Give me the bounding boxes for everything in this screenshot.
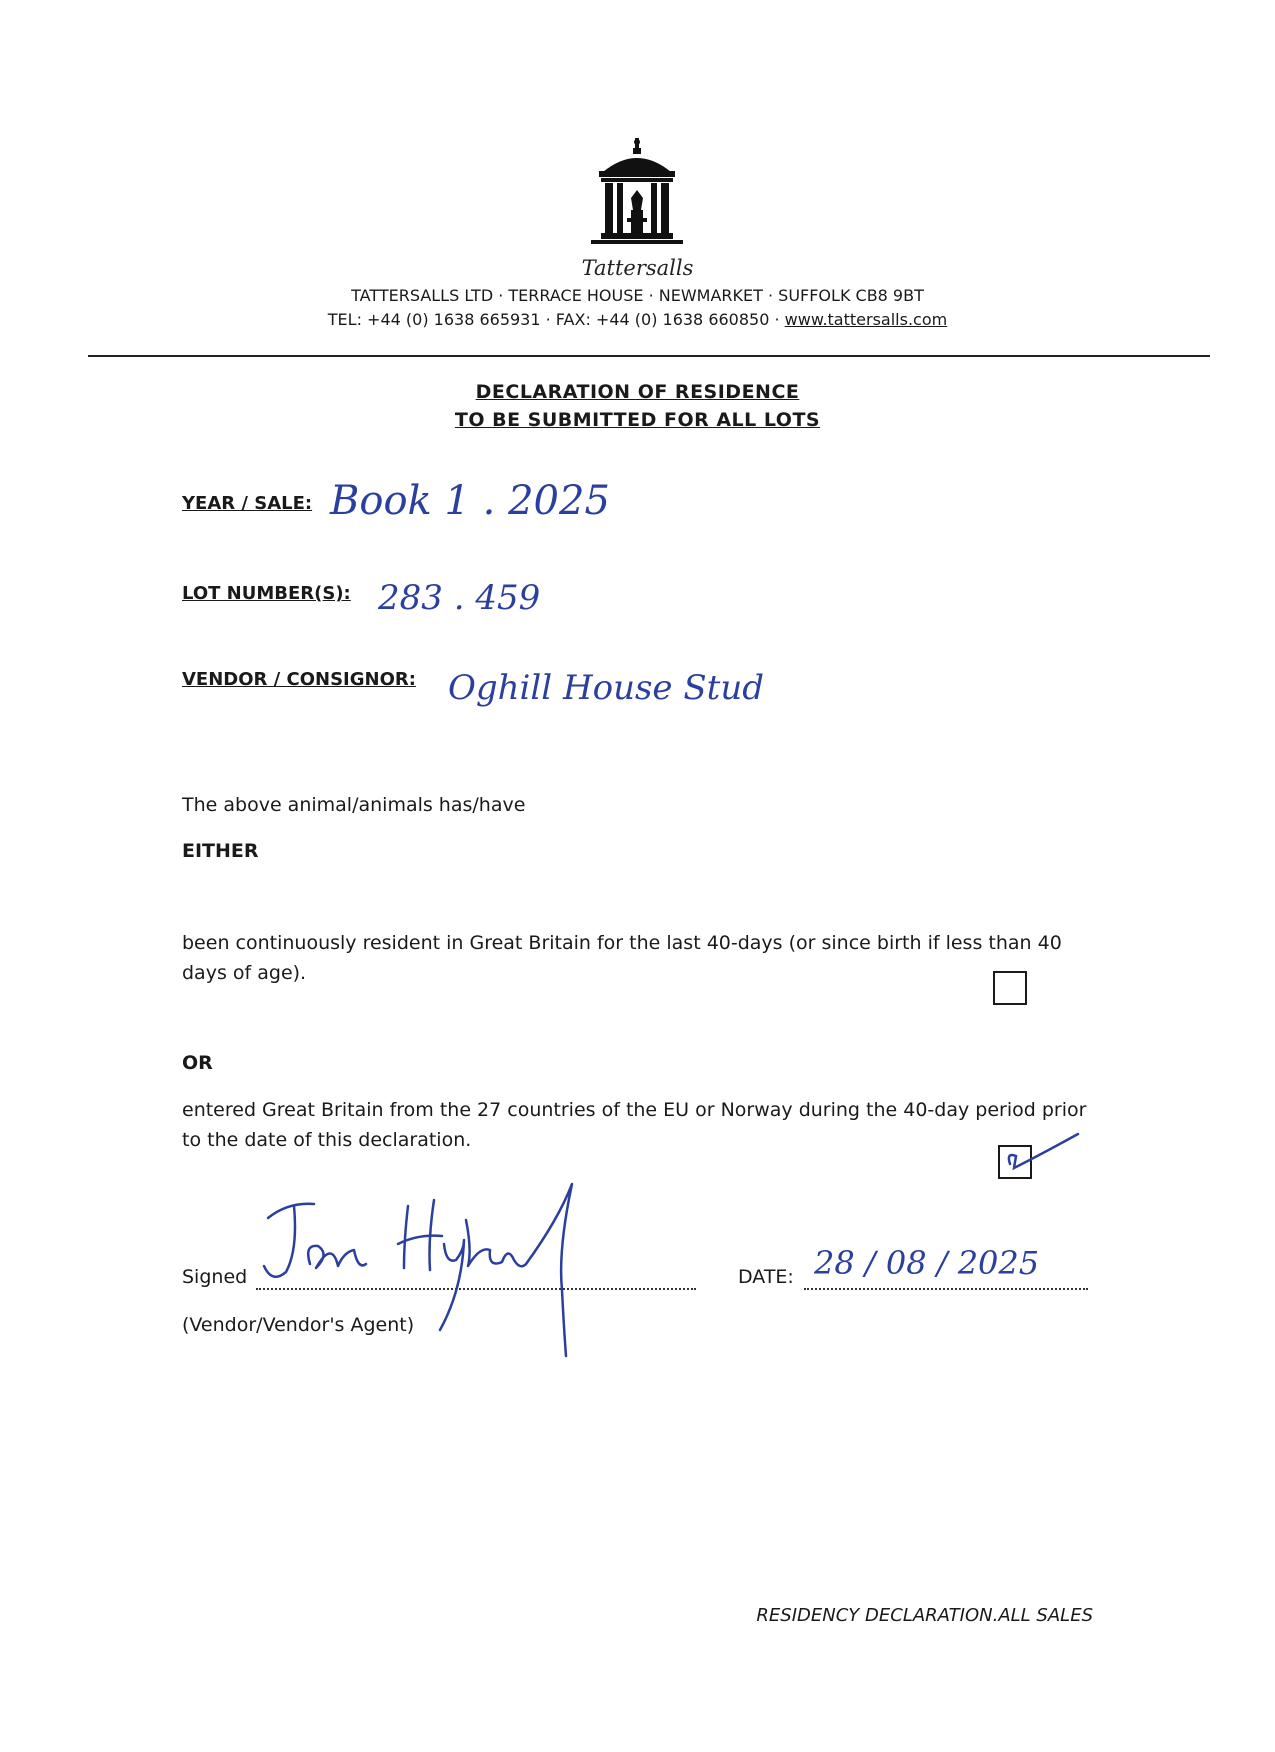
tattersalls-logo-icon: [587, 138, 687, 254]
signed-label: Signed: [182, 1266, 248, 1288]
vendor-label: VENDOR / CONSIGNOR:: [182, 669, 416, 690]
option-resident-text: been continuously resident in Great Britain for the last 40-days (or since birth if less than 40 days of age).: [182, 932, 1062, 984]
lot-numbers-label: LOT NUMBER(S):: [182, 583, 351, 604]
document-subtitle: TO BE SUBMITTED FOR ALL LOTS: [454, 409, 821, 431]
checkmark-icon: [998, 1126, 1082, 1182]
resident-checkbox[interactable]: [993, 971, 1027, 1005]
date-value: 28 / 08 / 2025: [814, 1244, 1040, 1282]
contact-numbers: TEL: +44 (0) 1638 665931 · FAX: +44 (0) 1638 660850 ·: [327, 310, 785, 329]
year-sale-label: YEAR / SALE:: [182, 493, 313, 514]
website-link[interactable]: www.tattersalls.com: [784, 310, 948, 329]
declaration-intro: The above animal/animals has/have: [182, 794, 526, 816]
header-divider: [88, 355, 1210, 357]
either-heading: EITHER: [182, 840, 259, 862]
lot-numbers-value: 283 . 459: [378, 578, 541, 618]
brand-name: Tattersalls: [581, 256, 694, 280]
vendor-value: Oghill House Stud: [448, 668, 764, 708]
document-title: DECLARATION OF RESIDENCE: [475, 381, 800, 403]
company-address: TATTERSALLS LTD · TERRACE HOUSE · NEWMARKET · SUFFOLK CB8 9BT: [351, 286, 924, 305]
footer-form-code: RESIDENCY DECLARATION.ALL SALES: [756, 1605, 1093, 1626]
date-label: DATE:: [738, 1266, 794, 1288]
signer-role: (Vendor/Vendor's Agent): [182, 1314, 415, 1336]
year-sale-value: Book 1 . 2025: [330, 478, 610, 524]
or-heading: OR: [182, 1052, 213, 1074]
option-entered-text: entered Great Britain from the 27 countries of the EU or Norway during the 40-day period prior to the date of this declaration.: [182, 1099, 1087, 1151]
company-contact: [0, 310, 1275, 329]
